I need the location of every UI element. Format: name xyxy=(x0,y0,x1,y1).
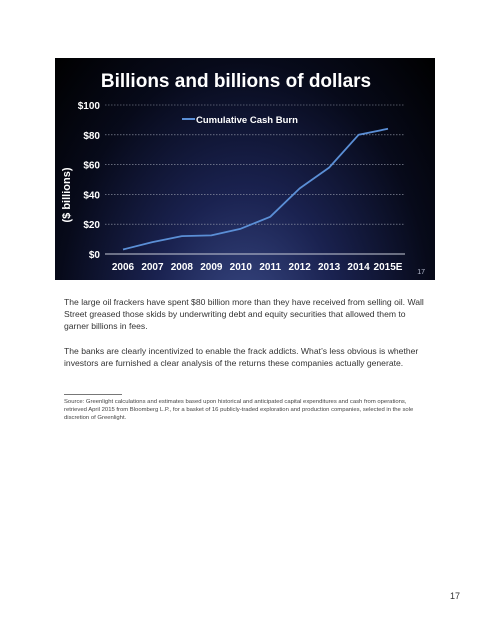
y-axis-label: ($ billions) xyxy=(61,167,73,223)
series-line-cumulative-cash-burn xyxy=(123,129,388,250)
line-chart xyxy=(55,58,435,280)
body-paragraph-1: The large oil frackers have spent $80 billion more than they have received from selling oil. Wall Street greased those skids by underwriting debt and equity securities that allowed them to garner billions in fees. xyxy=(64,297,424,331)
chart-slide xyxy=(55,58,435,280)
body-paragraph-2: The banks are clearly incentivized to enable the frack addicts. What’s less obvious is whether investors are furnished a clear analysis of the returns these companies actually generate. xyxy=(64,346,419,368)
legend-label: Cumulative Cash Burn xyxy=(196,115,298,126)
slide-page-number: 17 xyxy=(417,269,425,276)
x-tick-label: 2012 xyxy=(288,262,311,273)
x-tick-label: 2013 xyxy=(317,262,341,273)
x-tick-label: 2015E xyxy=(373,262,403,273)
y-tick-label: $0 xyxy=(88,250,100,261)
y-tick-label: $100 xyxy=(77,101,100,112)
page-number: 17 xyxy=(449,591,460,601)
x-tick-label: 2006 xyxy=(111,262,135,273)
x-tick-label: 2009 xyxy=(200,262,223,273)
x-tick-label: 2007 xyxy=(141,262,164,273)
x-tick-label: 2014 xyxy=(347,262,370,273)
y-tick-label: $60 xyxy=(83,160,100,172)
x-tick-label: 2011 xyxy=(259,262,282,273)
chart-title: Billions and billions of dollars xyxy=(100,71,372,92)
y-tick-label: $80 xyxy=(83,130,100,142)
x-tick-label: 2010 xyxy=(229,262,252,273)
source-footnote: Source: Greenlight calculations and estimates based upon historical and anticipated capital expenditures and cash from operations, retrieved April 2015 from Bloomberg L.P., for a basket of 16 publicly-traded exploration and production companies, selected in the sole discretion of Greenlight. xyxy=(64,399,414,421)
y-tick-label: $20 xyxy=(83,220,100,232)
footnote-divider xyxy=(64,394,122,395)
chart-legend xyxy=(182,115,298,126)
x-tick-label: 2008 xyxy=(170,262,194,273)
y-tick-label: $40 xyxy=(83,190,100,202)
